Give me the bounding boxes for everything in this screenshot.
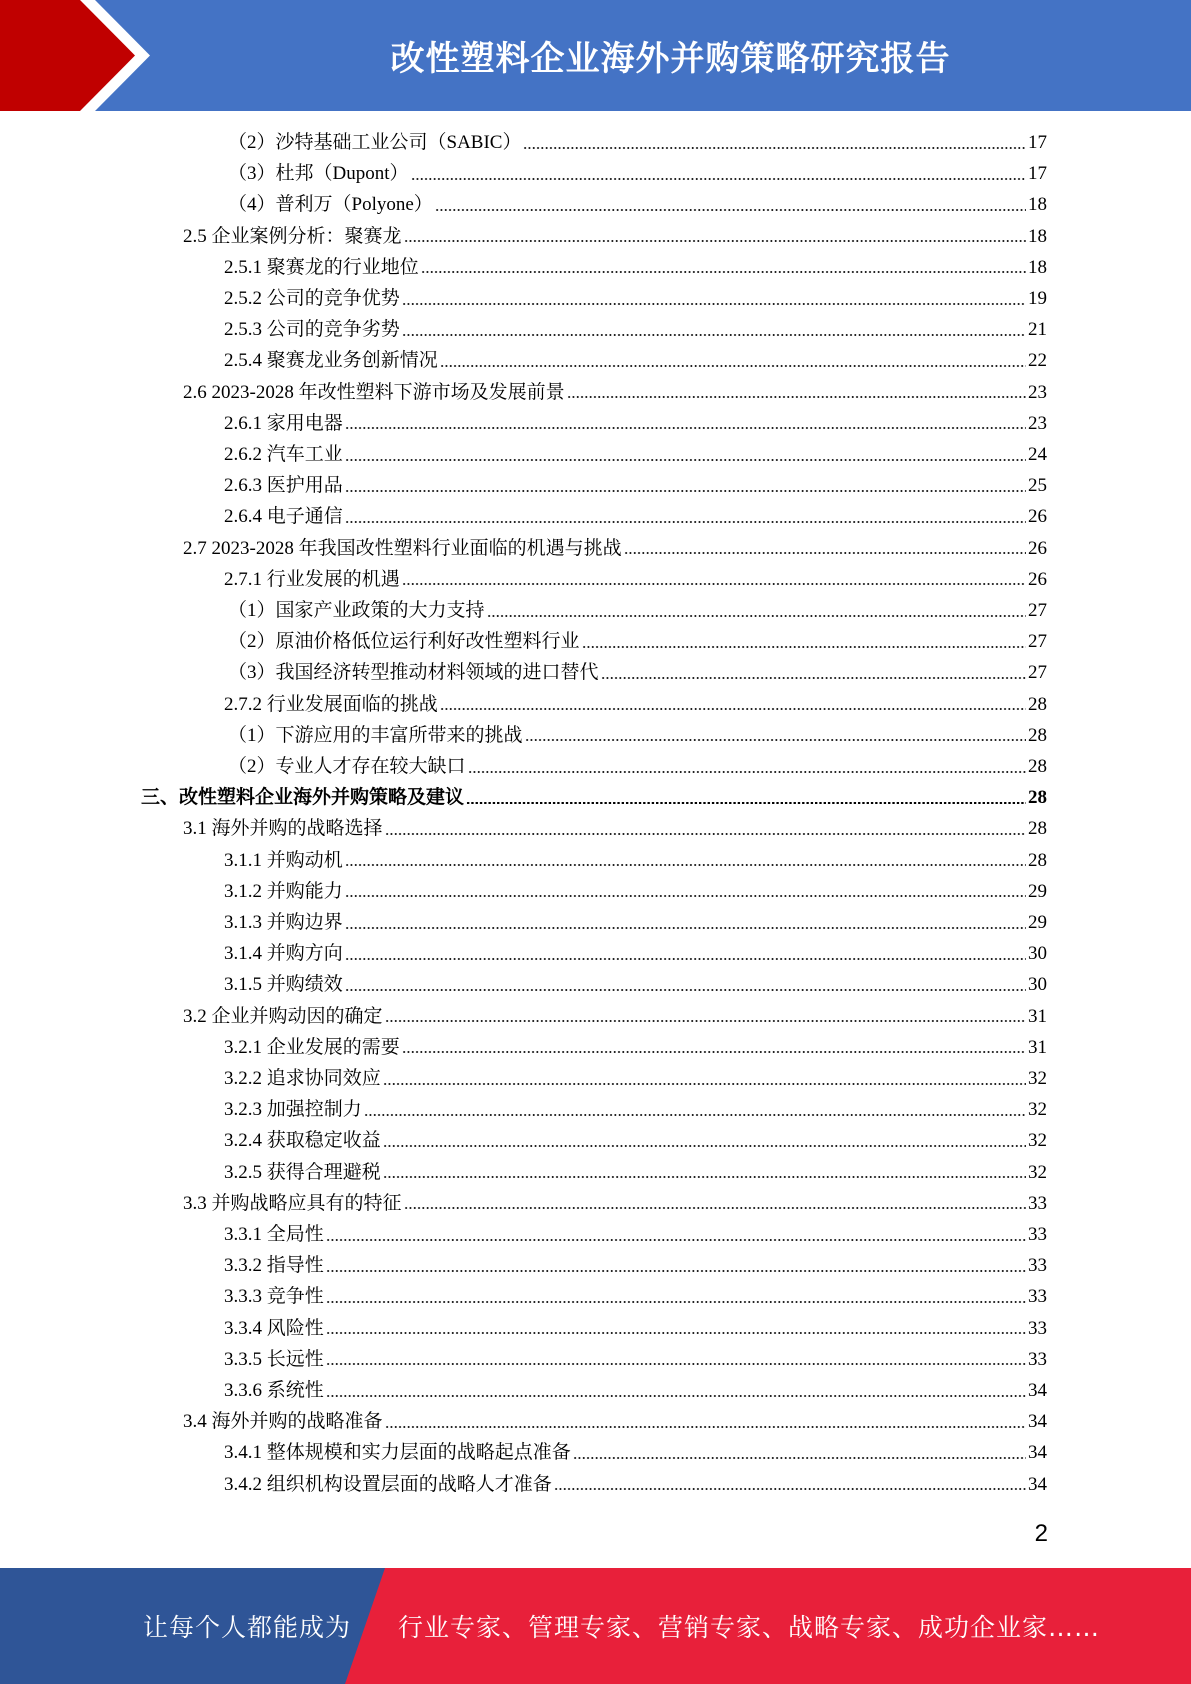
- toc-entry-label: （2）原油价格低位运行利好改性塑料行业: [228, 631, 580, 653]
- toc-entry[interactable]: [224, 1250, 1047, 1281]
- toc-entry-label: 三、改性塑料企业海外并购策略及建议: [141, 787, 465, 809]
- toc-leader-dots: [345, 459, 1026, 461]
- header-arrow-decoration: [0, 0, 150, 111]
- toc-entry-label: 2.5.1 聚赛龙的行业地位: [224, 256, 419, 278]
- toc-entry-label: 3.3.5 长远性: [224, 1348, 324, 1370]
- toc-entry-label: 3.3 并购战略应具有的特征: [183, 1192, 402, 1214]
- toc-entry-label: 3.3.2 指导性: [224, 1255, 324, 1277]
- toc-entry-page: 23: [1028, 381, 1047, 403]
- toc-entry[interactable]: [224, 1219, 1047, 1250]
- toc-entry[interactable]: [224, 907, 1047, 938]
- toc-entry-label: 3.3.4 风险性: [224, 1317, 324, 1339]
- toc-leader-dots: [345, 958, 1026, 960]
- toc-entry[interactable]: [141, 782, 1047, 813]
- toc-entry[interactable]: [228, 751, 1047, 782]
- toc-entry-page: 25: [1028, 475, 1047, 497]
- toc-entry-page: 22: [1028, 350, 1047, 372]
- toc-entry-page: 27: [1028, 631, 1047, 653]
- toc-entry-page: 33: [1028, 1348, 1047, 1370]
- toc-entry-page: 28: [1028, 849, 1047, 871]
- toc-leader-dots: [411, 178, 1026, 180]
- toc-leader-dots: [383, 1145, 1026, 1147]
- toc-entry-label: 2.7.1 行业发展的机遇: [224, 568, 400, 590]
- toc-entry-page: 33: [1028, 1224, 1047, 1245]
- toc-entry-label: 3.1.4 并购方向: [224, 943, 343, 965]
- toc-leader-dots: [364, 1114, 1026, 1116]
- toc-entry[interactable]: [183, 813, 1047, 844]
- toc-entry[interactable]: [224, 689, 1047, 720]
- toc-entry-label: 3.4.2 组织机构设置层面的战略人才准备: [224, 1473, 552, 1495]
- toc-entry[interactable]: [224, 501, 1047, 532]
- toc-leader-dots: [345, 521, 1026, 523]
- toc-entry[interactable]: [224, 1375, 1047, 1406]
- toc-entry[interactable]: [224, 969, 1047, 1000]
- toc-leader-dots: [345, 895, 1026, 897]
- toc-leader-dots: [402, 303, 1026, 305]
- toc-entry-page: 18: [1028, 194, 1047, 216]
- report-title: 改性塑料企业海外并购策略研究报告: [390, 39, 951, 79]
- toc-leader-dots: [385, 1426, 1026, 1428]
- toc-entry-label: 3.1.3 并购边界: [224, 912, 343, 933]
- toc-entry[interactable]: [224, 1344, 1047, 1375]
- toc-entry-label: 3.2.2 追求协同效应: [224, 1068, 381, 1089]
- toc-leader-dots: [404, 240, 1026, 242]
- toc-entry-label: 2.7 2023-2028 年我国改性塑料行业面临的机遇与挑战: [183, 537, 622, 559]
- toc-entry[interactable]: [228, 158, 1047, 189]
- toc-entry[interactable]: [224, 1313, 1047, 1344]
- toc-entry[interactable]: [224, 1281, 1047, 1312]
- toc-leader-dots: [326, 1301, 1026, 1303]
- toc-entry-label: 3.3.6 系统性: [224, 1380, 324, 1401]
- toc-leader-dots: [582, 646, 1026, 648]
- toc-entry-label: 3.2.5 获得合理避税: [224, 1161, 381, 1183]
- toc-entry-page: 18: [1028, 225, 1047, 247]
- toc-entry[interactable]: [224, 1157, 1047, 1188]
- toc-entry-label: 3.4.1 整体规模和实力层面的战略起点准备: [224, 1442, 571, 1464]
- toc-leader-dots: [601, 677, 1026, 679]
- toc-leader-dots: [345, 427, 1026, 429]
- toc-leader-dots: [402, 334, 1026, 336]
- toc-leader-dots: [345, 927, 1026, 929]
- toc-entry-page: 32: [1028, 1099, 1047, 1121]
- toc-entry-page: 33: [1028, 1286, 1047, 1308]
- toc-leader-dots: [554, 1488, 1026, 1490]
- page-footer: [0, 1568, 1191, 1684]
- toc-entry-page: 33: [1028, 1192, 1047, 1214]
- toc-entry-label: 2.5 企业案例分析：聚赛龙: [183, 225, 402, 247]
- toc-entry[interactable]: [224, 1469, 1047, 1500]
- toc-leader-dots: [624, 552, 1026, 554]
- toc-entry-page: 18: [1028, 256, 1047, 278]
- toc-entry[interactable]: [224, 1125, 1047, 1156]
- toc-leader-dots: [440, 708, 1026, 710]
- toc-entry[interactable]: [228, 595, 1047, 626]
- toc-entry-page: 32: [1028, 1068, 1047, 1089]
- toc-entry-label: 2.6.1 家用电器: [224, 412, 343, 434]
- toc-entry-page: 34: [1028, 1473, 1047, 1495]
- toc-entry-label: （3）杜邦（Dupont）: [228, 163, 409, 185]
- toc-leader-dots: [402, 1051, 1026, 1053]
- toc-entry[interactable]: [224, 564, 1047, 595]
- toc-entry-page: 34: [1028, 1411, 1047, 1433]
- toc-leader-dots: [468, 771, 1026, 773]
- toc-leader-dots: [383, 1083, 1026, 1085]
- toc-entry-page: 33: [1028, 1317, 1047, 1339]
- toc-leader-dots: [385, 1020, 1026, 1022]
- toc-leader-dots: [421, 271, 1026, 273]
- toc-entry-page: 17: [1028, 132, 1047, 153]
- toc-leader-dots: [326, 1395, 1026, 1397]
- toc-entry-page: 31: [1028, 1005, 1047, 1027]
- toc-entry-page: 19: [1028, 288, 1047, 309]
- toc-entry[interactable]: [224, 470, 1047, 501]
- toc-entry[interactable]: [228, 189, 1047, 220]
- toc-entry-label: （1）下游应用的丰富所带来的挑战: [228, 724, 523, 746]
- toc-entry[interactable]: [224, 1032, 1047, 1063]
- toc-entry-label: 2.7.2 行业发展面临的挑战: [224, 693, 438, 715]
- toc-entry[interactable]: [228, 626, 1047, 657]
- toc-entry[interactable]: [183, 533, 1047, 564]
- footer-slogan-left: 让每个人都能成为: [143, 1613, 352, 1642]
- toc-entry-label: （1）国家产业政策的大力支持: [228, 600, 485, 621]
- toc-leader-dots: [345, 989, 1026, 991]
- toc-entry-page: 27: [1028, 600, 1047, 621]
- toc-leader-dots: [326, 1270, 1026, 1272]
- toc-entry[interactable]: [224, 345, 1047, 376]
- toc-entry[interactable]: [183, 377, 1047, 408]
- toc-leader-dots: [523, 147, 1026, 149]
- toc-entry[interactable]: [224, 1437, 1047, 1468]
- toc-entry-label: 3.1 海外并购的战略选择: [183, 818, 383, 840]
- toc-entry-page: 23: [1028, 412, 1047, 434]
- toc-leader-dots: [440, 365, 1026, 367]
- toc-entry-page: 28: [1028, 693, 1047, 715]
- toc-entry[interactable]: [224, 876, 1047, 907]
- toc-entry-page: 32: [1028, 1161, 1047, 1183]
- toc-entry-label: 2.5.3 公司的竞争劣势: [224, 319, 400, 341]
- toc-leader-dots: [326, 1332, 1026, 1334]
- page-number: 2: [1034, 1520, 1048, 1547]
- toc-entry-label: 3.1.2 并购能力: [224, 880, 343, 902]
- toc-entry-page: 34: [1028, 1442, 1047, 1464]
- toc-entry-page: 30: [1028, 943, 1047, 965]
- toc-entry-page: 34: [1028, 1380, 1047, 1401]
- toc-entry-label: （2）专业人才存在较大缺口: [228, 756, 466, 777]
- toc-entry-page: 28: [1028, 724, 1047, 746]
- toc-entry-page: 31: [1028, 1036, 1047, 1058]
- toc-entry-label: （4）普利万（Polyone）: [228, 194, 433, 216]
- toc-entry-label: （2）沙特基础工业公司（SABIC）: [228, 132, 522, 153]
- toc-entry-page: 26: [1028, 537, 1047, 559]
- toc-entry-page: 17: [1028, 163, 1047, 185]
- toc-entry[interactable]: [224, 283, 1047, 314]
- toc-entry-label: 3.3.1 全局性: [224, 1224, 324, 1245]
- toc-entry[interactable]: [224, 252, 1047, 283]
- toc-entry-label: 3.1.5 并购绩效: [224, 974, 343, 996]
- toc-entry[interactable]: [224, 1094, 1047, 1125]
- toc-entry[interactable]: [228, 657, 1047, 688]
- toc-entry[interactable]: [224, 439, 1047, 470]
- toc-entry-page: 26: [1028, 506, 1047, 528]
- toc-entry-label: 2.6.2 汽车工业: [224, 444, 343, 465]
- toc-entry-label: 2.5.2 公司的竞争优势: [224, 288, 400, 309]
- toc-entry-page: 30: [1028, 974, 1047, 996]
- toc-entry-page: 29: [1028, 912, 1047, 933]
- toc-entry[interactable]: [224, 408, 1047, 439]
- toc-entry-page: 24: [1028, 444, 1047, 465]
- toc-leader-dots: [466, 802, 1026, 804]
- toc-entry-label: （3）我国经济转型推动材料领域的进口替代: [228, 662, 599, 684]
- toc-entry-label: 3.2 企业并购动因的确定: [183, 1005, 383, 1027]
- toc-leader-dots: [345, 864, 1026, 866]
- footer-slogan-right: 行业专家、管理专家、营销专家、战略专家、成功企业家……: [398, 1613, 1101, 1642]
- toc-entry[interactable]: [228, 127, 1047, 158]
- toc-leader-dots: [383, 1176, 1026, 1178]
- toc-entry-label: 2.6.3 医护用品: [224, 475, 343, 497]
- toc-leader-dots: [404, 1207, 1026, 1209]
- page-header: [0, 0, 1191, 111]
- toc-entry-page: 28: [1028, 756, 1047, 777]
- toc-leader-dots: [385, 833, 1026, 835]
- toc-entry-label: 3.2.3 加强控制力: [224, 1099, 362, 1121]
- toc-leader-dots: [525, 739, 1026, 741]
- toc-entry[interactable]: [228, 720, 1047, 751]
- toc-entry-page: 33: [1028, 1255, 1047, 1277]
- toc-entry-label: 2.6 2023-2028 年改性塑料下游市场及发展前景: [183, 381, 565, 403]
- toc-leader-dots: [402, 583, 1026, 585]
- toc-entry-page: 21: [1028, 319, 1047, 341]
- toc-entry-page: 29: [1028, 880, 1047, 902]
- toc-entry-label: 3.3.3 竞争性: [224, 1286, 324, 1308]
- toc-leader-dots: [326, 1239, 1026, 1241]
- toc-leader-dots: [326, 1363, 1026, 1365]
- toc-entry-page: 28: [1028, 787, 1047, 809]
- toc-entry-label: 2.6.4 电子通信: [224, 506, 343, 528]
- toc-entry[interactable]: [224, 845, 1047, 876]
- toc-entry-label: 3.1.1 并购动机: [224, 849, 343, 871]
- toc-entry[interactable]: [224, 1063, 1047, 1094]
- toc-entry-label: 2.5.4 聚赛龙业务创新情况: [224, 350, 438, 372]
- toc-entry[interactable]: [183, 1001, 1047, 1032]
- toc-entry[interactable]: [224, 938, 1047, 969]
- toc-entry-page: 27: [1028, 662, 1047, 684]
- toc-entry[interactable]: [183, 1188, 1047, 1219]
- toc-leader-dots: [435, 209, 1026, 211]
- toc-entry-label: 3.4 海外并购的战略准备: [183, 1411, 383, 1433]
- toc-entry-page: 28: [1028, 818, 1047, 840]
- toc-entry-page: 32: [1028, 1130, 1047, 1152]
- toc-leader-dots: [573, 1457, 1026, 1459]
- toc-entry[interactable]: [224, 314, 1047, 345]
- toc-entry-label: 3.2.4 获取稳定收益: [224, 1130, 381, 1152]
- toc-leader-dots: [567, 396, 1026, 398]
- toc-entry[interactable]: [183, 1406, 1047, 1437]
- toc-entry-page: 26: [1028, 568, 1047, 590]
- toc-leader-dots: [345, 490, 1026, 492]
- toc-entry[interactable]: [183, 221, 1047, 252]
- toc-entry-label: 3.2.1 企业发展的需要: [224, 1036, 400, 1058]
- toc-leader-dots: [487, 615, 1026, 617]
